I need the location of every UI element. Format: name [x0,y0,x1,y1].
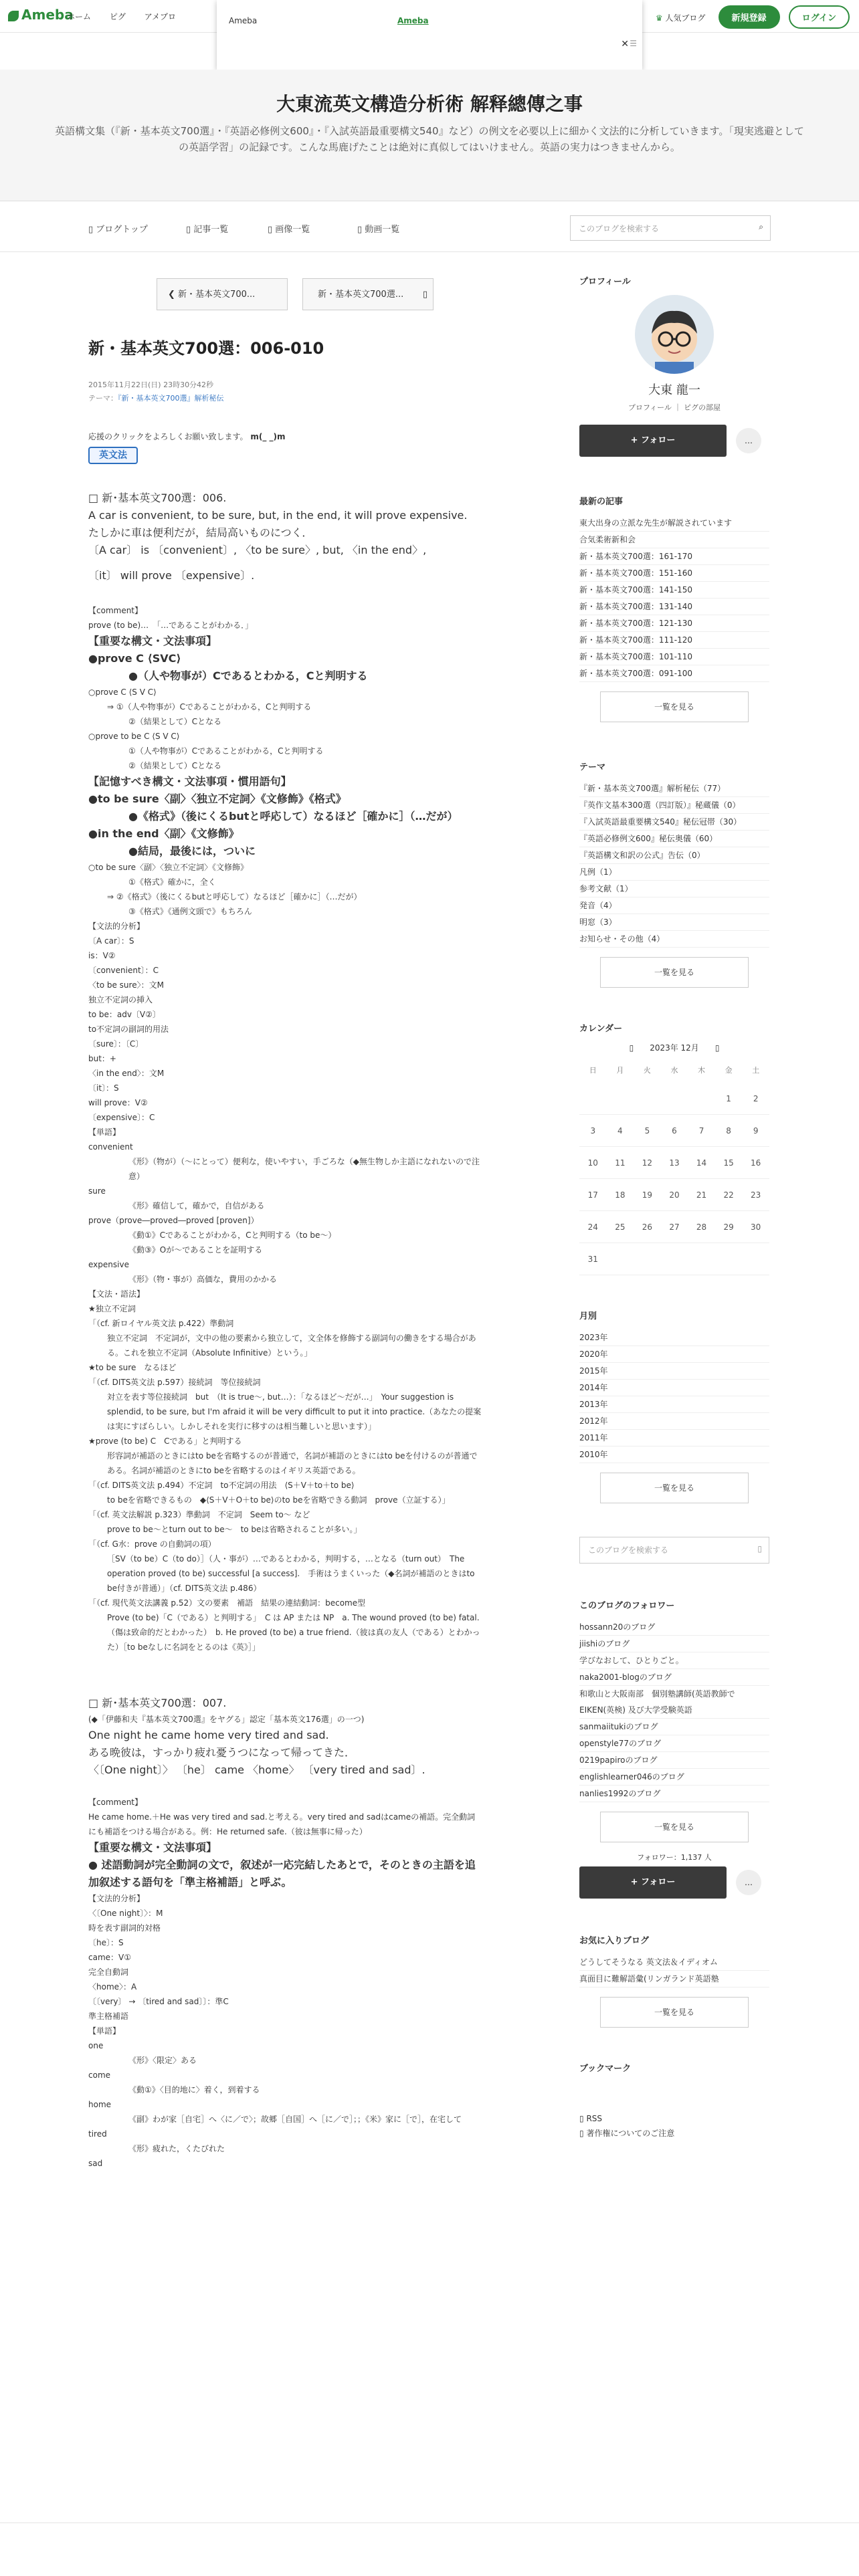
calendar-day[interactable]: 5 [634,1115,661,1147]
ranking-banner[interactable]: 英文法 [88,447,138,464]
avatar[interactable] [635,295,714,374]
recent-entry-link[interactable]: 東大出身の立派な先生が解説されています [579,515,769,532]
calendar-day[interactable]: 13 [661,1147,688,1179]
d8: came：V① [88,1953,131,1962]
w5: prove（prove―proved―proved [proven]） [88,1216,259,1225]
follower-blog-link[interactable]: 和歌山と大阪南部 個別塾講師(英語教師で EIKEN(英検) 及び大学受験英語 [579,1686,769,1719]
calendar-day[interactable]: 17 [579,1179,607,1211]
entry-date: 2015年11月22日(日) 23時30分42秒 [88,381,214,389]
g11: 「（cf. 英文法解説 p.323）準動詞 不定詞 Seem to〜 など [88,1510,310,1519]
s006-structure: 〔A car〕 is 〔convenient〕, 〈to be sure〉, but, 〈in the end〉, [88,544,427,556]
d14: one [88,2041,104,2050]
chevron-right-icon[interactable]: ▯ [714,1043,720,1053]
calendar-day[interactable]: 22 [715,1179,743,1211]
top-nav [67,11,192,22]
d3: ● 述語動詞が完全動詞の文で，叙述が一応完結したあとで，そのときの主語を追加叙述する語句を「準主格補語」と呼ぶ。 [88,1858,476,1889]
theme-item-link[interactable]: 『英語必修例文600』秘伝奥儀（60） [579,831,769,847]
prev-entry-button[interactable] [157,278,288,310]
calendar-day[interactable]: 14 [688,1147,715,1179]
ameba-leaf-icon [8,11,19,21]
d22: sad [88,2159,103,2168]
g10: to beを省略できるもの ◆⟨S＋V＋O＋to be⟩のto beを省略できる動詞 prove（立証する）」 [107,1495,450,1505]
more-options-icon-2[interactable]: … [736,1870,761,1895]
calendar-weekday: 金 [725,1066,733,1075]
month-archive-link[interactable]: 2020年 [579,1346,769,1363]
w7: 《動③》Oが〜であることを証明する [128,1245,263,1255]
g4: ★to be sure なるほど [88,1363,177,1372]
popup-title: Ameba [229,16,258,25]
theme-item-link[interactable]: 凡例（1） [579,864,769,881]
nav-video-list-label: 動画一覧 [365,225,400,235]
ameba-logo[interactable] [8,7,74,23]
s007-title: □ 新･基本英文700選：007. [88,1697,227,1709]
profile-link[interactable]: プロフィール [628,403,672,412]
calendar-day[interactable]: 26 [634,1211,661,1243]
calendar-weekday: 水 [670,1066,678,1075]
theme-heading: テーマ [579,762,606,772]
follower-count: フォロワー：1,137 人 [637,1853,712,1862]
calendar-weekday: 日 [589,1066,597,1075]
popular-label: 人気ブログ [665,13,706,23]
recent-entry-link[interactable]: 新・基本英文700選：151-160 [579,565,769,582]
month-archive-link[interactable]: 2023年 [579,1329,769,1346]
entry-content [88,334,483,2171]
a6: to be：adv〔V②〕 [88,1010,161,1019]
d11: 〔〔very〕 → 〔tired and sad〕〕：準C [88,1997,229,2006]
more-options-icon[interactable]: … [736,428,761,453]
calendar-day[interactable]: 15 [715,1147,743,1179]
g14: ［SV（to be）C（to do）］（人・事が）…であるとわかる，判明する，…となる（turn out） The operation proved (to be) successful [a success]. 手術はうまくいった（◆名詞が補語のときはto be付きが普通）」（cf. DITS英文法 p.486） [107,1554,475,1593]
w2: 《形》（物が）（〜にとって）便利な，使いやすい，手ごろな（◆無生物しか主語になれないので注意） [128,1157,480,1181]
s006-title: □ 新･基本英文700選：006. [88,492,227,504]
d6: 時を表す副詞的対格 [88,1923,161,1933]
d4: 【文法的分析】 [88,1894,145,1903]
popular-blog-link[interactable] [656,13,706,23]
calendar-day[interactable]: 11 [607,1147,634,1179]
d9: 完全自動詞 [88,1967,129,1977]
calendar-day [607,1083,634,1115]
favorite-blog-link[interactable]: 真面目に難解語彙(リンガランド英語塾 [579,1971,769,1988]
follower-blog-link[interactable]: nanlies1992のブログ [579,1786,769,1802]
calendar-month-bar [579,1042,769,1053]
s006-english: A car is convenient, to be sure, but, in the end, it will prove expensive. [88,509,468,522]
d1: He came home.＋He was very tired and sad.と考える。very tired and sadはcameの補語。完全動詞にも補語をつける場合がある。例：He returned safe.（彼は無事に帰った） [88,1812,476,1836]
c4: ②（結果として）Cとなる [128,717,222,726]
calendar-day[interactable]: 6 [661,1115,688,1147]
sidebar-search-placeholder: このブログを検索する [588,1545,669,1555]
h5: ●to be sure〈副〉〈独立不定詞〉《文修飾》《格式》 [88,792,347,805]
theme-list [579,780,769,948]
follow-button[interactable]: + フォロー [579,425,727,457]
calendar-weekday: 火 [643,1066,651,1075]
recent-entry-link[interactable]: 新・基本英文700選：091-100 [579,665,769,682]
month-more-button[interactable]: 一覧を見る [600,1473,749,1503]
h4: 【記憶すべき構文・文法事項・慣用語句】 [88,775,292,788]
copyright-label: 著作権についてのご注意 [586,2129,675,2138]
search-icon[interactable]: ▯ [757,1544,762,1553]
nav-ameblo[interactable]: アメブロ [144,12,176,21]
c3: ⇒ ①（人や物事が）Cであることがわかる，Cと判明する [107,702,312,712]
blog-header [0,70,859,201]
g9: 「（cf. DITS英文法 p.494）不定詞 to不定詞の用法 ⟨S＋V＋to＋to be⟩ [88,1481,355,1490]
next-entry-label: 新・基本英文700選... [318,290,404,300]
a4: 〈to be sure〉：文M [88,980,164,990]
recent-entry-link[interactable]: 新・基本英文700選：121-130 [579,615,769,632]
w4: 《形》確信して，確かで，自信がある [128,1201,265,1210]
c2: ○prove C ⟨S V C⟩ [88,687,157,697]
a11: 〔it〕：S [88,1083,119,1093]
recent-entry-link[interactable]: 新・基本英文700選：111-120 [579,632,769,649]
h1: 【重要な構文・文法事項】 [88,635,217,647]
theme-item-link[interactable]: 発音（4） [579,897,769,914]
blog-nav [0,201,859,252]
theme-item-link[interactable]: 参考文献（1） [579,881,769,897]
next-entry-button[interactable] [302,278,434,310]
d17: 《動①》〈目的地に〉着く，到着する [128,2085,260,2095]
calendar-day [661,1083,688,1115]
calendar-weekday: 月 [616,1066,624,1075]
calendar-day [688,1243,715,1275]
c6: ①（人や物事が）Cであることがわかる，Cと判明する [128,746,324,756]
d18: home [88,2100,112,2109]
theme-item-link[interactable]: 『英語構文和訳の公式』告伝（0） [579,847,769,864]
popup-menu-icon[interactable]: ☰ [630,39,637,48]
calendar-day[interactable]: 20 [661,1179,688,1211]
follow-button-2[interactable]: + フォロー [579,1866,727,1899]
follower-blog-link[interactable]: 0219papiroのブログ [579,1752,769,1769]
s007-english: One night he came home very tired and sad. [88,1729,329,1741]
a13: 〔expensive〕：C [88,1113,155,1122]
blog-title[interactable]: 大東流英文構造分析術 解释總傳之事 [276,93,583,115]
month-archive-link[interactable]: 2010年 [579,1446,769,1463]
image-icon: ▯ [268,225,273,235]
favorite-more-button[interactable]: 一覧を見る [600,1997,749,2028]
calendar-day [661,1243,688,1275]
page-icon: ▯ [88,225,94,235]
g3: 独立不定詞 不定詞が，文中の他の要素から独立して，文全体を修飾する副詞句の働きをする場合がある。これを独立不定詞（Absolute Infinitive）という。」 [107,1333,476,1358]
follower-blog-link[interactable]: sanmaiitukiのブログ [579,1719,769,1735]
calendar-day[interactable]: 28 [688,1211,715,1243]
w3: sure [88,1186,106,1196]
blog-description: 英語構文集（『新・基本英文700選』・『英語必修例文600』・『入試英語最重要構文540』など）の例文を必要以上に細かく文法的に分析していきます。「現実逃避としての英語学習」の記録です。こんな馬鹿げたことは絶対に真似してはいけません。英語の実力はつきませんから。 [55,125,804,153]
calendar-day [715,1243,743,1275]
video-icon: ▯ [357,225,363,235]
theme-item-link[interactable]: 『入試英語最重要構文540』秘伝冠帯（30） [579,814,769,831]
follower-blog-link[interactable]: englishlearner046のブログ [579,1769,769,1786]
nav-entry-list-label: 記事一覧 [193,225,229,235]
recent-entry-link[interactable]: 合気柔術新和会 [579,532,769,548]
h2: ●prove C ⟨SVC⟩ [88,652,181,665]
theme-item-link[interactable]: お知らせ・その他（4） [579,931,769,948]
entry-theme [88,392,483,405]
a7: to不定詞の副詞的用法 [88,1025,169,1034]
g2: 「（cf. 新ロイヤル英文法 p.422）準動詞 [88,1319,234,1328]
h8: ●結局，最後には，ついに [128,845,256,857]
d21: 《形》疲れた，くたびれた [128,2144,225,2153]
s006-structure-2: 〔it〕 will prove 〔expensive〕. [88,569,255,582]
calendar-heading: カレンダー [579,1024,623,1034]
calendar-day[interactable]: 19 [634,1179,661,1211]
d15: 《形》〈限定〉ある [128,2056,197,2065]
nav-entry-list[interactable] [186,222,228,235]
a9: but：+ [88,1054,116,1063]
a8: 〔sure〕：〔C〕 [88,1039,144,1049]
calendar-day[interactable]: 18 [607,1179,634,1211]
signup-button[interactable]: 新規登録 [719,5,780,29]
rss-label: RSS [586,2114,603,2123]
nav-image-list-label: 画像一覧 [275,225,310,235]
calendar-day[interactable]: 27 [661,1211,688,1243]
g12: prove to be〜とturn out to be〜 to beは省略されることが多い。」 [107,1525,362,1534]
c11: ③《格式》《通例文頭で》もちろん [128,907,252,916]
month-archive-link[interactable]: 2011年 [579,1430,769,1446]
a3: 〔convenient〕：C [88,966,159,975]
d16: come [88,2070,111,2080]
c9: ①《格式》確かに，全く [128,877,216,887]
follower-blog-link[interactable]: naka2001-blogのブログ [579,1669,769,1686]
theme-link[interactable]: 『新・基本英文700選』解析秘伝 [118,394,224,403]
click-request [88,429,483,444]
favorite-blog-link[interactable]: どうしてそうなる 英文法＆イディオム [579,1954,769,1971]
g0: 【文法・語法】 [88,1289,145,1299]
calendar-day [634,1243,661,1275]
avatar-illustration-icon [635,295,714,374]
calendar-day[interactable]: 4 [607,1115,634,1147]
nav-image-list[interactable] [268,222,310,235]
h6: ●《格式》（後にくるbutと呼応して）なるほど［確かに］（…だが） [128,810,458,823]
h7: ●in the end〈副〉《文修飾》 [88,827,240,840]
pig-room-link[interactable]: ピグの部屋 [683,403,721,412]
crown-icon: ♛ [655,13,663,23]
d13: 【単語】 [88,2026,121,2036]
nav-blog-top[interactable] [88,222,148,235]
calendar-day[interactable]: 7 [688,1115,715,1147]
recent-entry-link[interactable]: 新・基本英文700選：101-110 [579,649,769,665]
chevron-left-icon[interactable]: ▯ [629,1043,634,1053]
calendar-day[interactable]: 2 [742,1083,769,1115]
document-icon: ▯ [579,2129,584,2138]
recent-more-button[interactable]: 一覧を見る [600,691,749,722]
w1: convenient [88,1142,133,1152]
follower-list [579,1619,769,1802]
sidebar-search-input[interactable] [579,1537,769,1564]
a5: 独立不定詞の挿入 [88,995,153,1004]
follower-blog-link[interactable]: hossann20のブログ [579,1619,769,1636]
calendar-day[interactable]: 10 [579,1147,607,1179]
recent-list [579,515,769,682]
click-request-text: 応援のクリックをよろしくお願い致します。 [88,432,248,441]
calendar-day[interactable]: 24 [579,1211,607,1243]
chevron-right-icon: ▯ [422,290,427,300]
w6: 《動①》Cであることがわかる，Cと判明する（to be〜） [128,1230,337,1240]
nav-home[interactable]: ホーム [67,12,92,21]
a10: 〈in the end〉：文M [88,1069,165,1078]
a12: will prove：V② [88,1098,148,1107]
g5: 「（cf. DITS英文法 p.597）接続詞 等位接続詞 [88,1378,261,1387]
calendar-day[interactable]: 25 [607,1211,634,1243]
prev-entry-label: 新・基本英文700... [178,290,256,300]
g15: 「（cf. 現代英文法講義 p.52）文の要素 補語 結果の連結動詞：become型 [88,1598,366,1608]
d5: 〈〔One night〕〉：M [88,1909,163,1918]
follower-blog-link[interactable]: 学びなおして、ひとりごと。 [579,1652,769,1669]
s007-structure: 〈〔One night〕〉 〔he〕 came 〈home〉 〔very tired and sad〕. [88,1763,425,1776]
calendar-day[interactable]: 9 [742,1115,769,1147]
theme-item-link[interactable]: 明窓（3） [579,914,769,931]
profile-heading: プロフィール [579,277,631,287]
w8: expensive [88,1260,129,1269]
c10: ⇒ ②《格式》（後にくるbutと呼応して）なるほど［確かに］（…だが） [107,892,362,901]
c1: prove (to be)… 「…であることがわかる．」 [88,621,254,630]
calendar-day [579,1083,607,1115]
d7: 〔he〕：S [88,1938,124,1947]
calendar-day [688,1083,715,1115]
g8: 形容詞が補語のときにはto beを省略するのが普通で，名詞が補語のときにはto beを付けるのが普通である。名詞が補語のときにto beを省略するのはイギリス英語である。 [107,1451,478,1475]
rss-link[interactable] [579,2111,769,2126]
click-face: m(_ _)m [250,432,286,441]
s007-note: (◆「伊藤和夫『基本英文700選』をヤグる」認定「基本英文176選」の一つ) [88,1715,365,1724]
w0: 【単語】 [88,1128,121,1137]
theme-label: テーマ： [88,394,118,403]
g6: 対立を表す等位接続詞 but （It is true〜, but…）：「なるほど〜だが…」 Your suggestion is splendid, to be sure, but I'm afraid it will be very difficult to put it into practice.（あなたの提案は実にすばらしい。しかしそれを実行に移すのは相当難しいと思います）」 [107,1392,482,1431]
calendar-weekday: 土 [752,1066,760,1075]
follower-blog-link[interactable]: jiishiのブログ [579,1636,769,1652]
calendar-day[interactable]: 21 [688,1179,715,1211]
calendar-month: 2023年 12月 [650,1043,699,1053]
list-icon: ▯ [186,225,191,235]
recent-entry-link[interactable]: 新・基本英文700選：131-140 [579,599,769,615]
g1: ★独立不定詞 [88,1304,136,1313]
search-icon[interactable]: ⌕ [759,222,763,231]
calendar-weekday: 木 [698,1066,706,1075]
a1: 〔A car〕：S [88,936,134,946]
a0: 【文法的分析】 [88,922,145,931]
w9: 《形》（物・事が）高価な，費用のかかる [128,1275,278,1284]
calendar-day [634,1083,661,1115]
search-placeholder: このブログを検索する [579,224,660,233]
chevron-left-icon: ❮ [168,290,175,300]
d19: 《副》わが家［自宅］へ〈に／で〉；故郷［自国］へ［に／で］；；《米》家に［で］，在宅して [128,2115,462,2124]
calendar-day [742,1243,769,1275]
follower-heading: このブログのフォロワー [579,1601,675,1611]
popup-link[interactable]: Ameba [397,16,429,25]
s007-japanese: ある晩彼は，すっかり疲れ憂うつになって帰ってきた． [88,1746,356,1759]
favorite-heading: お気に入りブログ [579,1936,650,1946]
calendar-day[interactable]: 31 [579,1243,607,1275]
calendar-day[interactable]: 1 [715,1083,743,1115]
recent-entry-link[interactable]: 新・基本英文700選：161-170 [579,548,769,565]
logo-text: Ameba [21,7,74,23]
comment-heading: 【comment】 [88,606,143,615]
c5: ○prove to be C ⟨S V C⟩ [88,732,180,741]
top-right [656,5,850,29]
profile-links: プロフィール ｜ ピグの部屋 [628,403,721,412]
monthly-heading: 月別 [579,1311,597,1321]
nav-blog-top-label: ブログトップ [96,225,148,235]
c8: ○to be sure〈副〉〈独立不定詞〉《文修飾》 [88,863,249,872]
follower-blog-link[interactable]: openstyle77のブログ [579,1735,769,1752]
follower-more-button[interactable]: 一覧を見る [600,1812,749,1842]
theme-item-link[interactable]: 『新・基本英文700選』解析秘伝（77） [579,780,769,797]
popup-close-icon[interactable]: ✕ [621,39,629,49]
calendar-table [579,1057,769,1275]
copyright-link[interactable] [579,2126,769,2141]
s006-japanese: たしかに車は便利だが，結局高いものにつく． [88,526,313,539]
sidebar [579,274,769,2141]
blog-search-input[interactable] [570,215,771,241]
nav-video-list[interactable] [357,222,399,235]
month-archive-link[interactable]: 2015年 [579,1363,769,1380]
g13: 「（cf. G水：prove の自動詞の項） [88,1539,216,1549]
calendar-day [607,1243,634,1275]
d20: tired [88,2129,107,2139]
month-archive-link[interactable]: 2014年 [579,1380,769,1396]
login-button[interactable]: ログイン [789,5,850,29]
theme-item-link[interactable]: 『英作文基本300選（四訂版）』秘蔵儀（0） [579,797,769,814]
entry-title[interactable]: 新・基本英文700選：006-010 [88,339,324,358]
calendar-day[interactable]: 3 [579,1115,607,1147]
favorite-list [579,1954,769,1988]
header-popup [217,0,642,70]
d10: 〈home〉：A [88,1982,137,1992]
a2: is：V② [88,951,116,960]
d2: 【重要な構文・文法事項】 [88,1841,217,1854]
month-archive-link[interactable]: 2012年 [579,1413,769,1430]
c7: ②（結果として）Cとなる [128,761,222,770]
theme-more-button[interactable]: 一覧を見る [600,957,749,988]
profile-name[interactable]: 大東 龍一 [648,383,700,397]
nav-pigg[interactable]: ピグ [109,12,126,21]
rss-icon: ▯ [579,2114,584,2123]
calendar-day[interactable]: 8 [715,1115,743,1147]
h3: ●（人や物事が）Cであるとわかる，Cと判明する [128,669,368,682]
calendar-day[interactable]: 23 [742,1179,769,1211]
recent-heading: 最新の記事 [579,497,624,507]
calendar-day[interactable]: 30 [742,1211,769,1243]
d12: 準主格補語 [88,2012,129,2021]
month-list [579,1329,769,1463]
calendar-day[interactable]: 29 [715,1211,743,1243]
g7: ★prove (to be) C Cである」と判明する [88,1436,242,1446]
g16: Prove (to be)「C（である）と判明する」 C は AP または NP a. The wound proved (to be) fatal.（傷は致命的だとわかった） b. He proved (to be) a true friend.（彼は真の友人（である）とわかった）［to beなしに名詞をとるのは《英》］」 [107,1613,480,1652]
calendar-day[interactable]: 12 [634,1147,661,1179]
recent-entry-link[interactable]: 新・基本英文700選：141-150 [579,582,769,599]
bookmark-heading: ブックマーク [579,2064,632,2074]
calendar-day[interactable]: 16 [742,1147,769,1179]
d0: 【comment】 [88,1798,143,1807]
month-archive-link[interactable]: 2013年 [579,1396,769,1413]
